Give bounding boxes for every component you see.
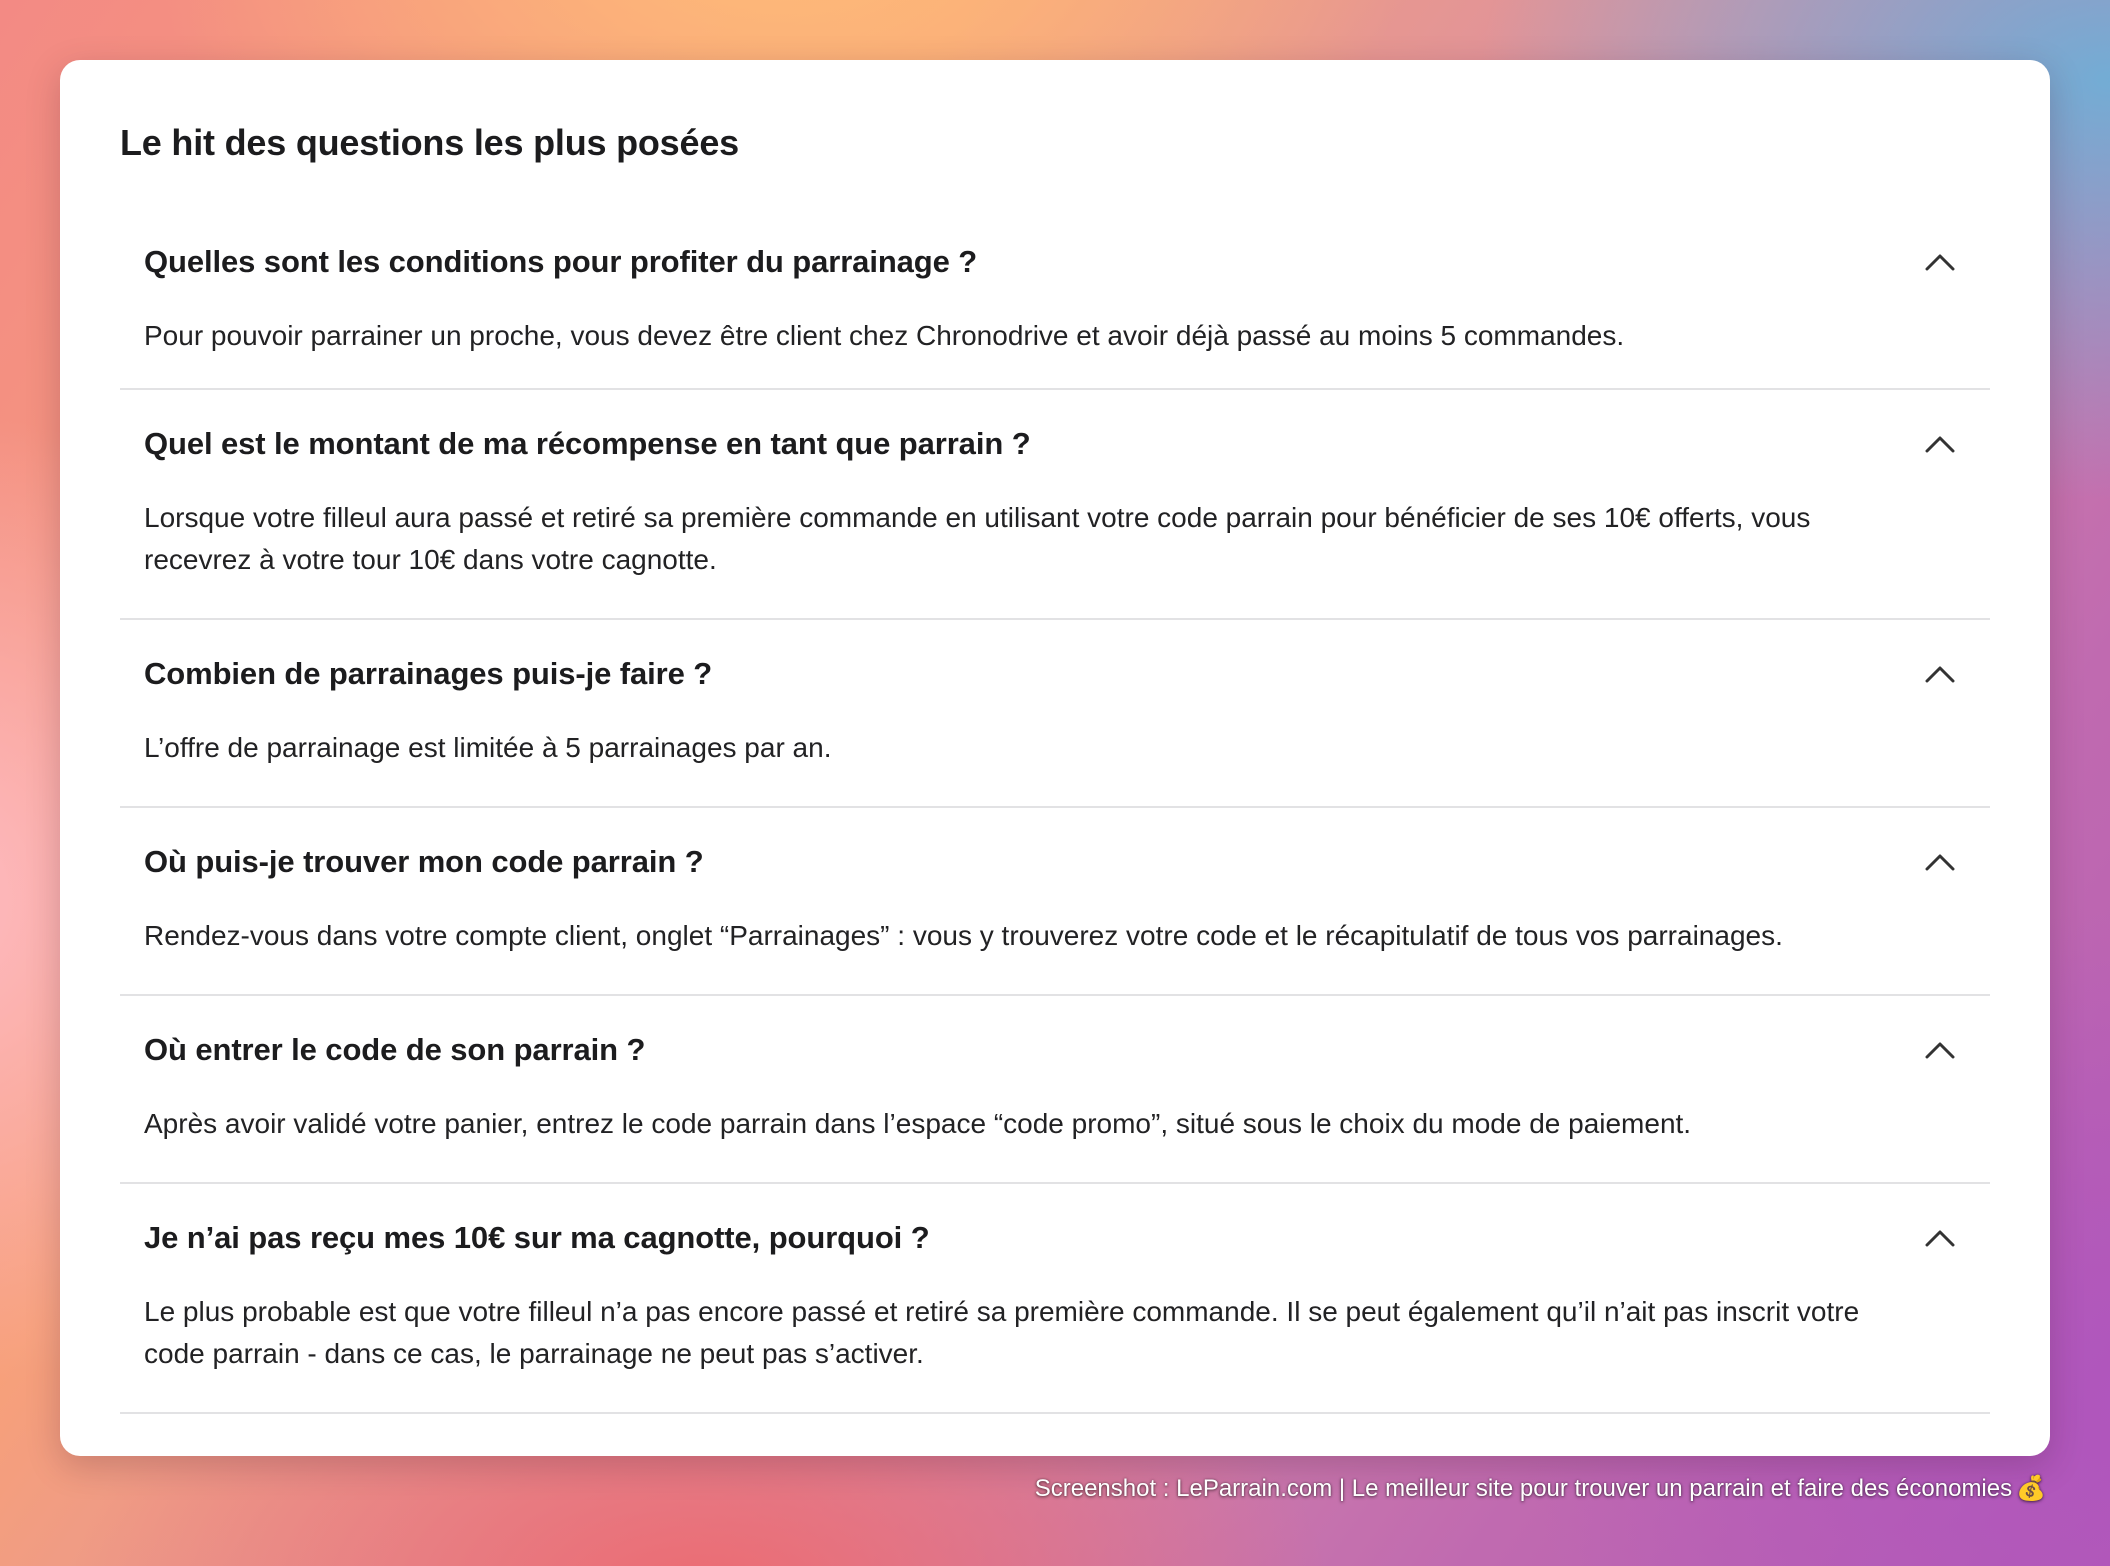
faq-answer: Le plus probable est que votre filleul n’a pas encore passé et retiré sa première commande. Il se peut également qu’il n’ait pas inscrit votre code parrain - dans ce cas, le parrainage ne peut pas s’activer. xyxy=(144,1296,1860,1369)
faq-answer: Après avoir validé votre panier, entrez le code parrain dans l’espace “code promo”, situé sous le choix du mode de paiement. xyxy=(144,1108,1692,1139)
faq-answer: L’offre de parrainage est limitée à 5 parrainages par an. xyxy=(144,732,832,763)
chevron-up-icon[interactable] xyxy=(1920,1030,1960,1070)
chevron-up-icon[interactable] xyxy=(1920,654,1960,694)
faq-answer: Pour pouvoir parrainer un proche, vous devez être client chez Chronodrive et avoir déjà passé au moins 5 commandes. xyxy=(144,320,1625,351)
faq-item xyxy=(120,390,1990,620)
faq-card xyxy=(60,60,2050,1456)
faq-item xyxy=(120,1184,1990,1414)
faq-question[interactable]: Où puis-je trouver mon code parrain ? xyxy=(144,844,704,879)
chevron-up-icon[interactable] xyxy=(1920,1218,1960,1258)
faq-item xyxy=(120,808,1990,996)
faq-question[interactable]: Je n’ai pas reçu mes 10€ sur ma cagnotte, pourquoi ? xyxy=(144,1220,930,1255)
faq-list xyxy=(120,208,1990,1414)
faq-question[interactable]: Combien de parrainages puis-je faire ? xyxy=(144,656,713,691)
faq-title: Le hit des questions les plus posées xyxy=(120,122,739,163)
faq-answer: Lorsque votre filleul aura passé et retiré sa première commande en utilisant votre code parrain pour bénéficier de ses 10€ offerts, vous recevrez à votre tour 10€ dans votre cagnotte. xyxy=(144,502,1811,575)
faq-answer: Rendez-vous dans votre compte client, onglet “Parrainages” : vous y trouverez votre code et le récapitulatif de tous vos parrainages. xyxy=(144,920,1783,951)
chevron-up-icon[interactable] xyxy=(1920,424,1960,464)
faq-question[interactable]: Quelles sont les conditions pour profiter du parrainage ? xyxy=(144,244,978,279)
faq-question-row[interactable] xyxy=(144,654,1966,694)
faq-question-row[interactable] xyxy=(144,242,1966,282)
faq-question-row[interactable] xyxy=(144,424,1966,464)
chevron-up-icon[interactable] xyxy=(1920,842,1960,882)
faq-question-row[interactable] xyxy=(144,1030,1966,1070)
credit-text: Screenshot : LeParrain.com | Le meilleur site pour trouver un parrain et faire des économies xyxy=(1034,1475,2013,1502)
faq-item xyxy=(120,620,1990,808)
money-bag-icon: 💰 xyxy=(2016,1475,2046,1502)
faq-question-row[interactable] xyxy=(144,1218,1966,1258)
chevron-up-icon[interactable] xyxy=(1920,242,1960,282)
faq-item xyxy=(120,996,1990,1184)
faq-question[interactable]: Où entrer le code de son parrain ? xyxy=(144,1032,646,1067)
faq-item xyxy=(120,208,1990,390)
faq-question[interactable]: Quel est le montant de ma récompense en tant que parrain ? xyxy=(144,426,1031,461)
faq-question-row[interactable] xyxy=(144,842,1966,882)
screenshot-credit xyxy=(1035,1474,2046,1503)
